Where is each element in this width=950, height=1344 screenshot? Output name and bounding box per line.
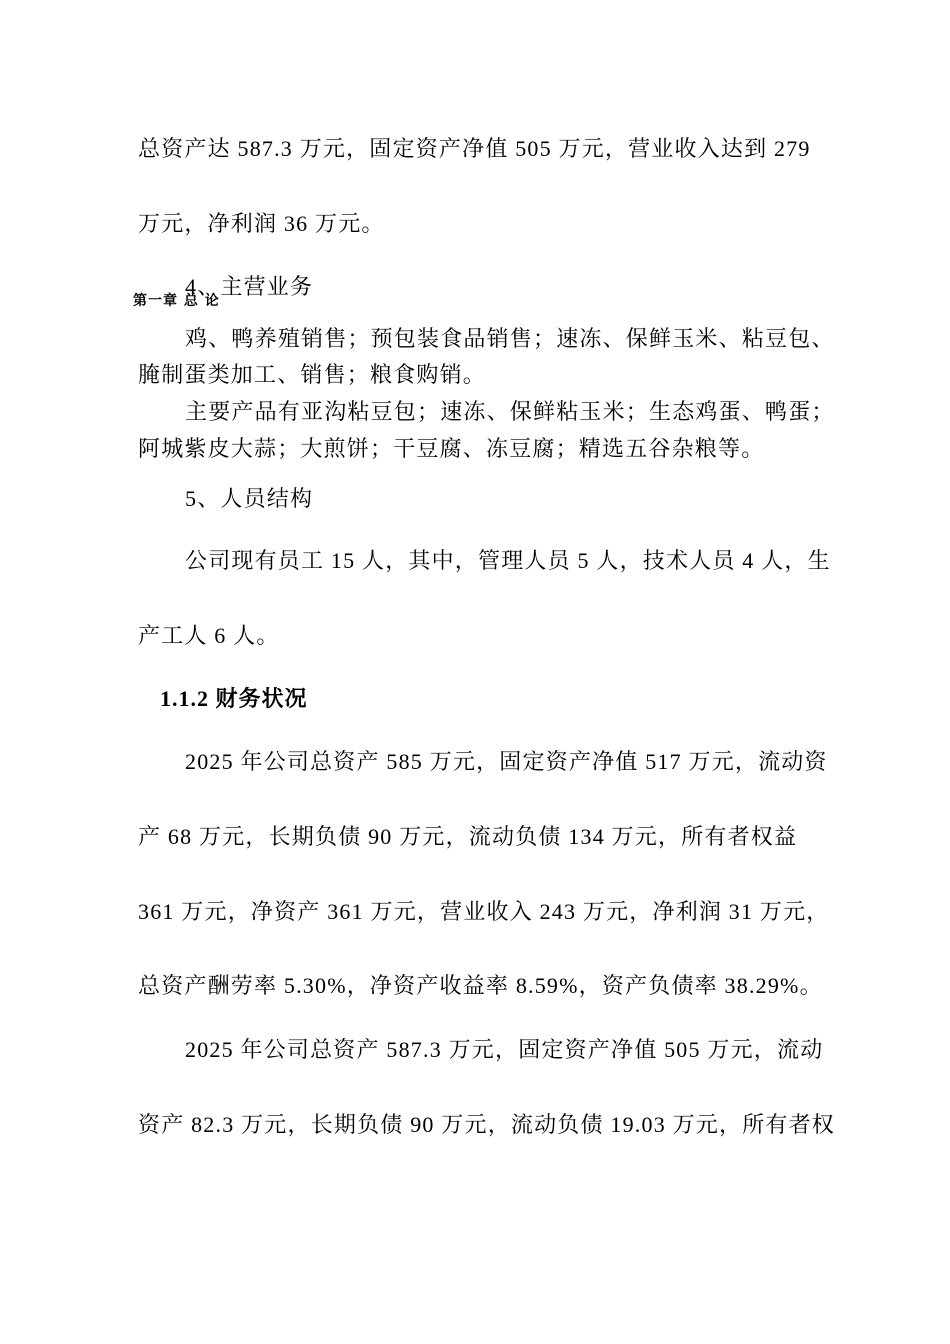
body-text-line: 产 68 万元，长期负债 90 万元，流动负债 134 万元，所有者权益 [138, 824, 798, 849]
body-text-line: 总资产达 587.3 万元，固定资产净值 505 万元，营业收入达到 279 [138, 136, 811, 161]
running-header: 第一章 总 论 [133, 293, 220, 309]
body-text-line: 鸡、鸭养殖销售；预包装食品销售；速冻、保鲜玉米、粘豆包、 [185, 326, 835, 351]
section-heading-staff-structure: 5、人员结构 [185, 486, 314, 511]
body-text-line: 公司现有员工 15 人，其中，管理人员 5 人，技术人员 4 人，生 [185, 548, 831, 573]
body-text-line: 万元，净利润 36 万元。 [138, 211, 385, 236]
body-text-line: 资产 82.3 万元，长期负债 90 万元，流动负债 19.03 万元，所有者权 [138, 1112, 836, 1137]
body-text-line: 总资产酬劳率 5.30%，净资产收益率 8.59%，资产负债率 38.29%。 [138, 973, 823, 998]
section-heading-financial-status: 1.1.2 财务状况 [160, 686, 308, 711]
body-text-line: 2025 年公司总资产 587.3 万元，固定资产净值 505 万元，流动 [185, 1037, 824, 1062]
body-text-line: 主要产品有亚沟粘豆包；速冻、保鲜粘玉米；生态鸡蛋、鸭蛋； [185, 399, 835, 424]
body-text-line: 2025 年公司总资产 585 万元，固定资产净值 517 万元，流动资 [185, 749, 828, 774]
body-text-line: 产工人 6 人。 [138, 623, 280, 648]
body-text-line: 腌制蛋类加工、销售；粮食购销。 [138, 362, 487, 387]
body-text-line: 361 万元，净资产 361 万元，营业收入 243 万元，净利润 31 万元， [138, 899, 830, 924]
body-text-line: 阿城紫皮大蒜；大煎饼；干豆腐、冻豆腐；精选五谷杂粮等。 [138, 436, 765, 461]
section-heading-main-business: 4、主营业务 [185, 274, 314, 299]
